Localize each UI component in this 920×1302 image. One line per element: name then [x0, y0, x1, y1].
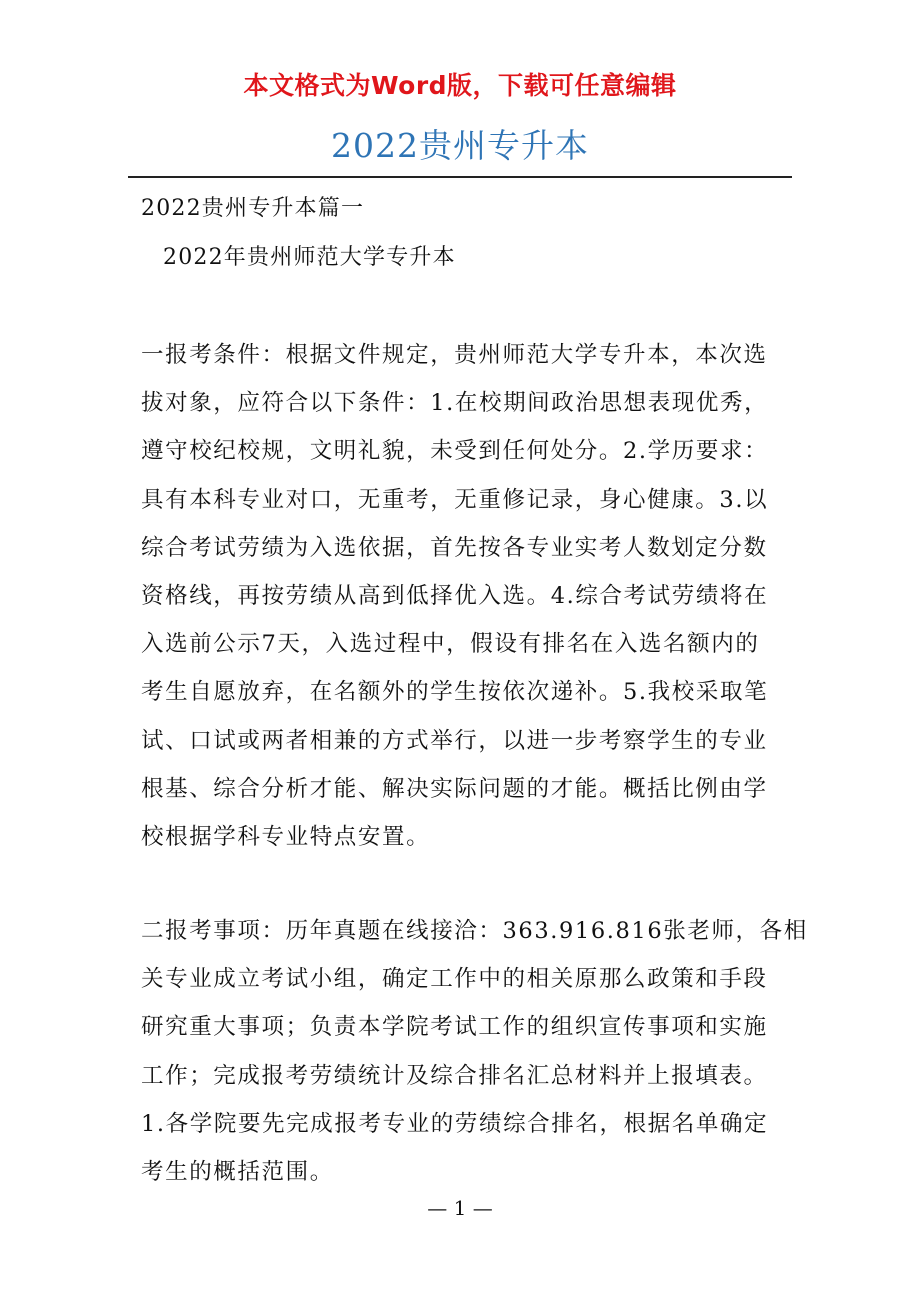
paragraph-line: 入选前公示7天，入选过程中，假设有排名在入选名额内的: [141, 631, 760, 658]
page-number: — 1 —: [427, 1196, 493, 1220]
paragraph-line: 具有本科专业对口，无重考，无重修记录，身心健康。3.以: [141, 486, 769, 513]
paragraph-line: 遵守校纪校规，文明礼貌，未受到任何处分。2.学历要求：: [141, 438, 769, 465]
paragraph-line: 校根据学科专业特点安置。: [141, 824, 431, 850]
paragraph-line: 考生自愿放弃，在名额外的学生按依次递补。5.我校采取笔: [141, 679, 769, 706]
paragraph-line: 综合考试劳绩为入选依据，首先按各专业实考人数划定分数: [141, 534, 768, 561]
paragraph-line: 二报考事项：历年真题在线接洽：363.916.816张老师，各相: [141, 918, 808, 944]
paragraph-line: 拔对象，应符合以下条件：1.在校期间政治思想表现优秀，: [141, 390, 769, 417]
format-notice-banner: 本文格式为Word版，下载可任意编辑: [243, 71, 677, 100]
section-heading: 2022贵州专升本篇一: [141, 196, 365, 221]
paragraph-line: 试、口试或两者相兼的方式举行，以进一步考察学生的专业: [141, 727, 768, 754]
paragraph-line: 研究重大事项；负责本学院考试工作的组织宣传事项和实施: [141, 1014, 768, 1041]
paragraph-line: 一报考条件：根据文件规定，贵州师范大学专升本，本次选: [141, 342, 768, 368]
paragraph-line: 工作；完成报考劳绩统计及综合排名汇总材料并上报填表。: [141, 1062, 768, 1089]
subheading: 2022年贵州师范大学专升本: [163, 245, 456, 270]
paragraph-line: 关专业成立考试小组，确定工作中的相关原那么政策和手段: [141, 966, 768, 993]
title-divider: [128, 176, 792, 178]
paragraph-line: 资格线，再按劳绩从高到低择优入选。4.综合考试劳绩将在: [141, 583, 769, 609]
paragraph-line: 根基、综合分析才能、解决实际问题的才能。概括比例由学: [141, 775, 768, 802]
paragraph-line: 考生的概括范围。: [141, 1159, 334, 1185]
document-title: 2022贵州专升本: [331, 126, 589, 165]
paragraph-line: 1.各学院要先完成报考专业的劳绩综合排名，根据名单确定: [141, 1110, 769, 1137]
